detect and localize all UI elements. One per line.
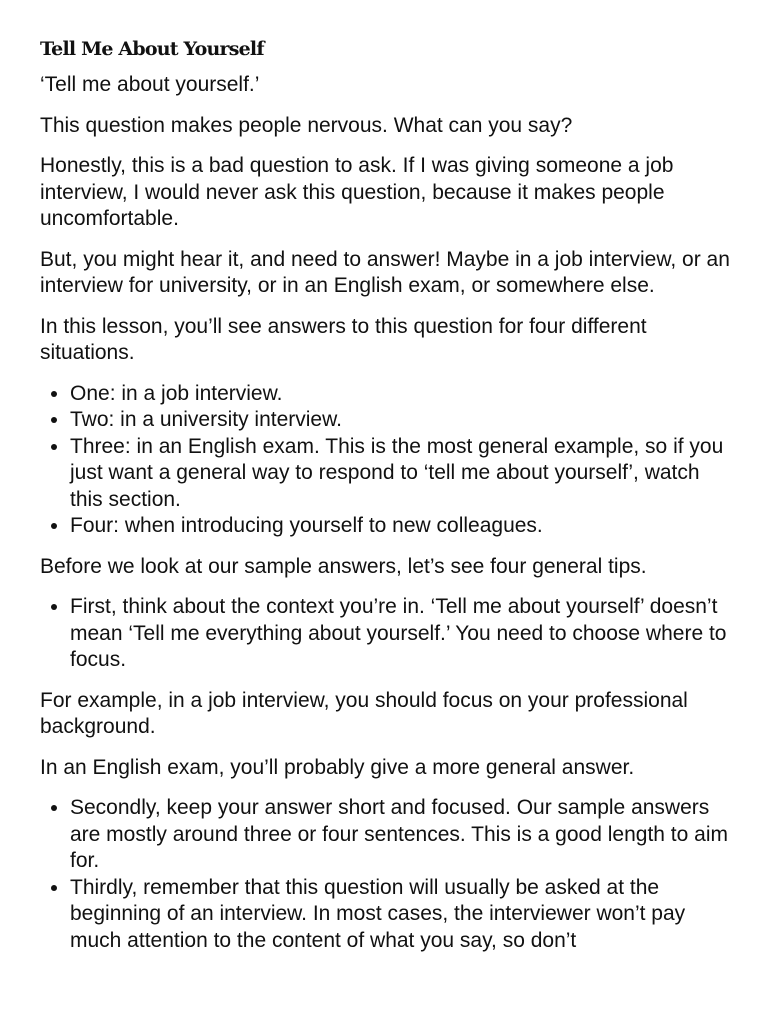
list-item: • Three: in an English exam. This is the most general example, so if you just want a general way to respond to ‘tell me about yourself’, watch this section. [70, 434, 730, 514]
paragraph: For example, in a job interview, you should focus on your professional background. [40, 688, 688, 738]
list-item: • Secondly, keep your answer short and focused. Our sample answers are mostly around three or four sentences. This is a good length to aim for. [70, 795, 730, 875]
list-item: • Thirdly, remember that this question will usually be asked at the beginning of an interview. In most cases, the interviewer won’t pay much attention to the content of what you say, so don’t [70, 875, 730, 955]
tips-list [40, 795, 730, 954]
paragraph: This question makes people nervous. What can you say? [40, 113, 573, 137]
document-title: Tell Me About Yourself [40, 38, 264, 60]
paragraph: In an English exam, you’ll probably give a more general answer. [40, 755, 635, 779]
list-item: • Four: when introducing yourself to new colleagues. [70, 513, 730, 540]
paragraph: Honestly, this is a bad question to ask. If I was giving someone a job interview, I would never ask this question, because it makes people uncomfortable. [40, 154, 674, 230]
paragraph: Before we look at our sample answers, let’s see four general tips. [40, 554, 647, 578]
list-item: • Two: in a university interview. [70, 407, 730, 434]
paragraph: In this lesson, you’ll see answers to this question for four different situations. [40, 314, 647, 364]
situations-list [40, 381, 730, 540]
paragraph: ‘Tell me about yourself.’ [40, 73, 260, 96]
tips-list [40, 594, 730, 674]
list-item: • First, think about the context you’re in. ‘Tell me about yourself’ doesn’t mean ‘Tell me everything about yourself.’ You need to choose where to focus. [70, 594, 730, 674]
paragraph: But, you might hear it, and need to answer! Maybe in a job interview, or an interview for university, or in an English exam, or somewhere else. [40, 247, 730, 297]
list-item: • One: in a job interview. [70, 381, 730, 408]
document-page [40, 36, 730, 968]
